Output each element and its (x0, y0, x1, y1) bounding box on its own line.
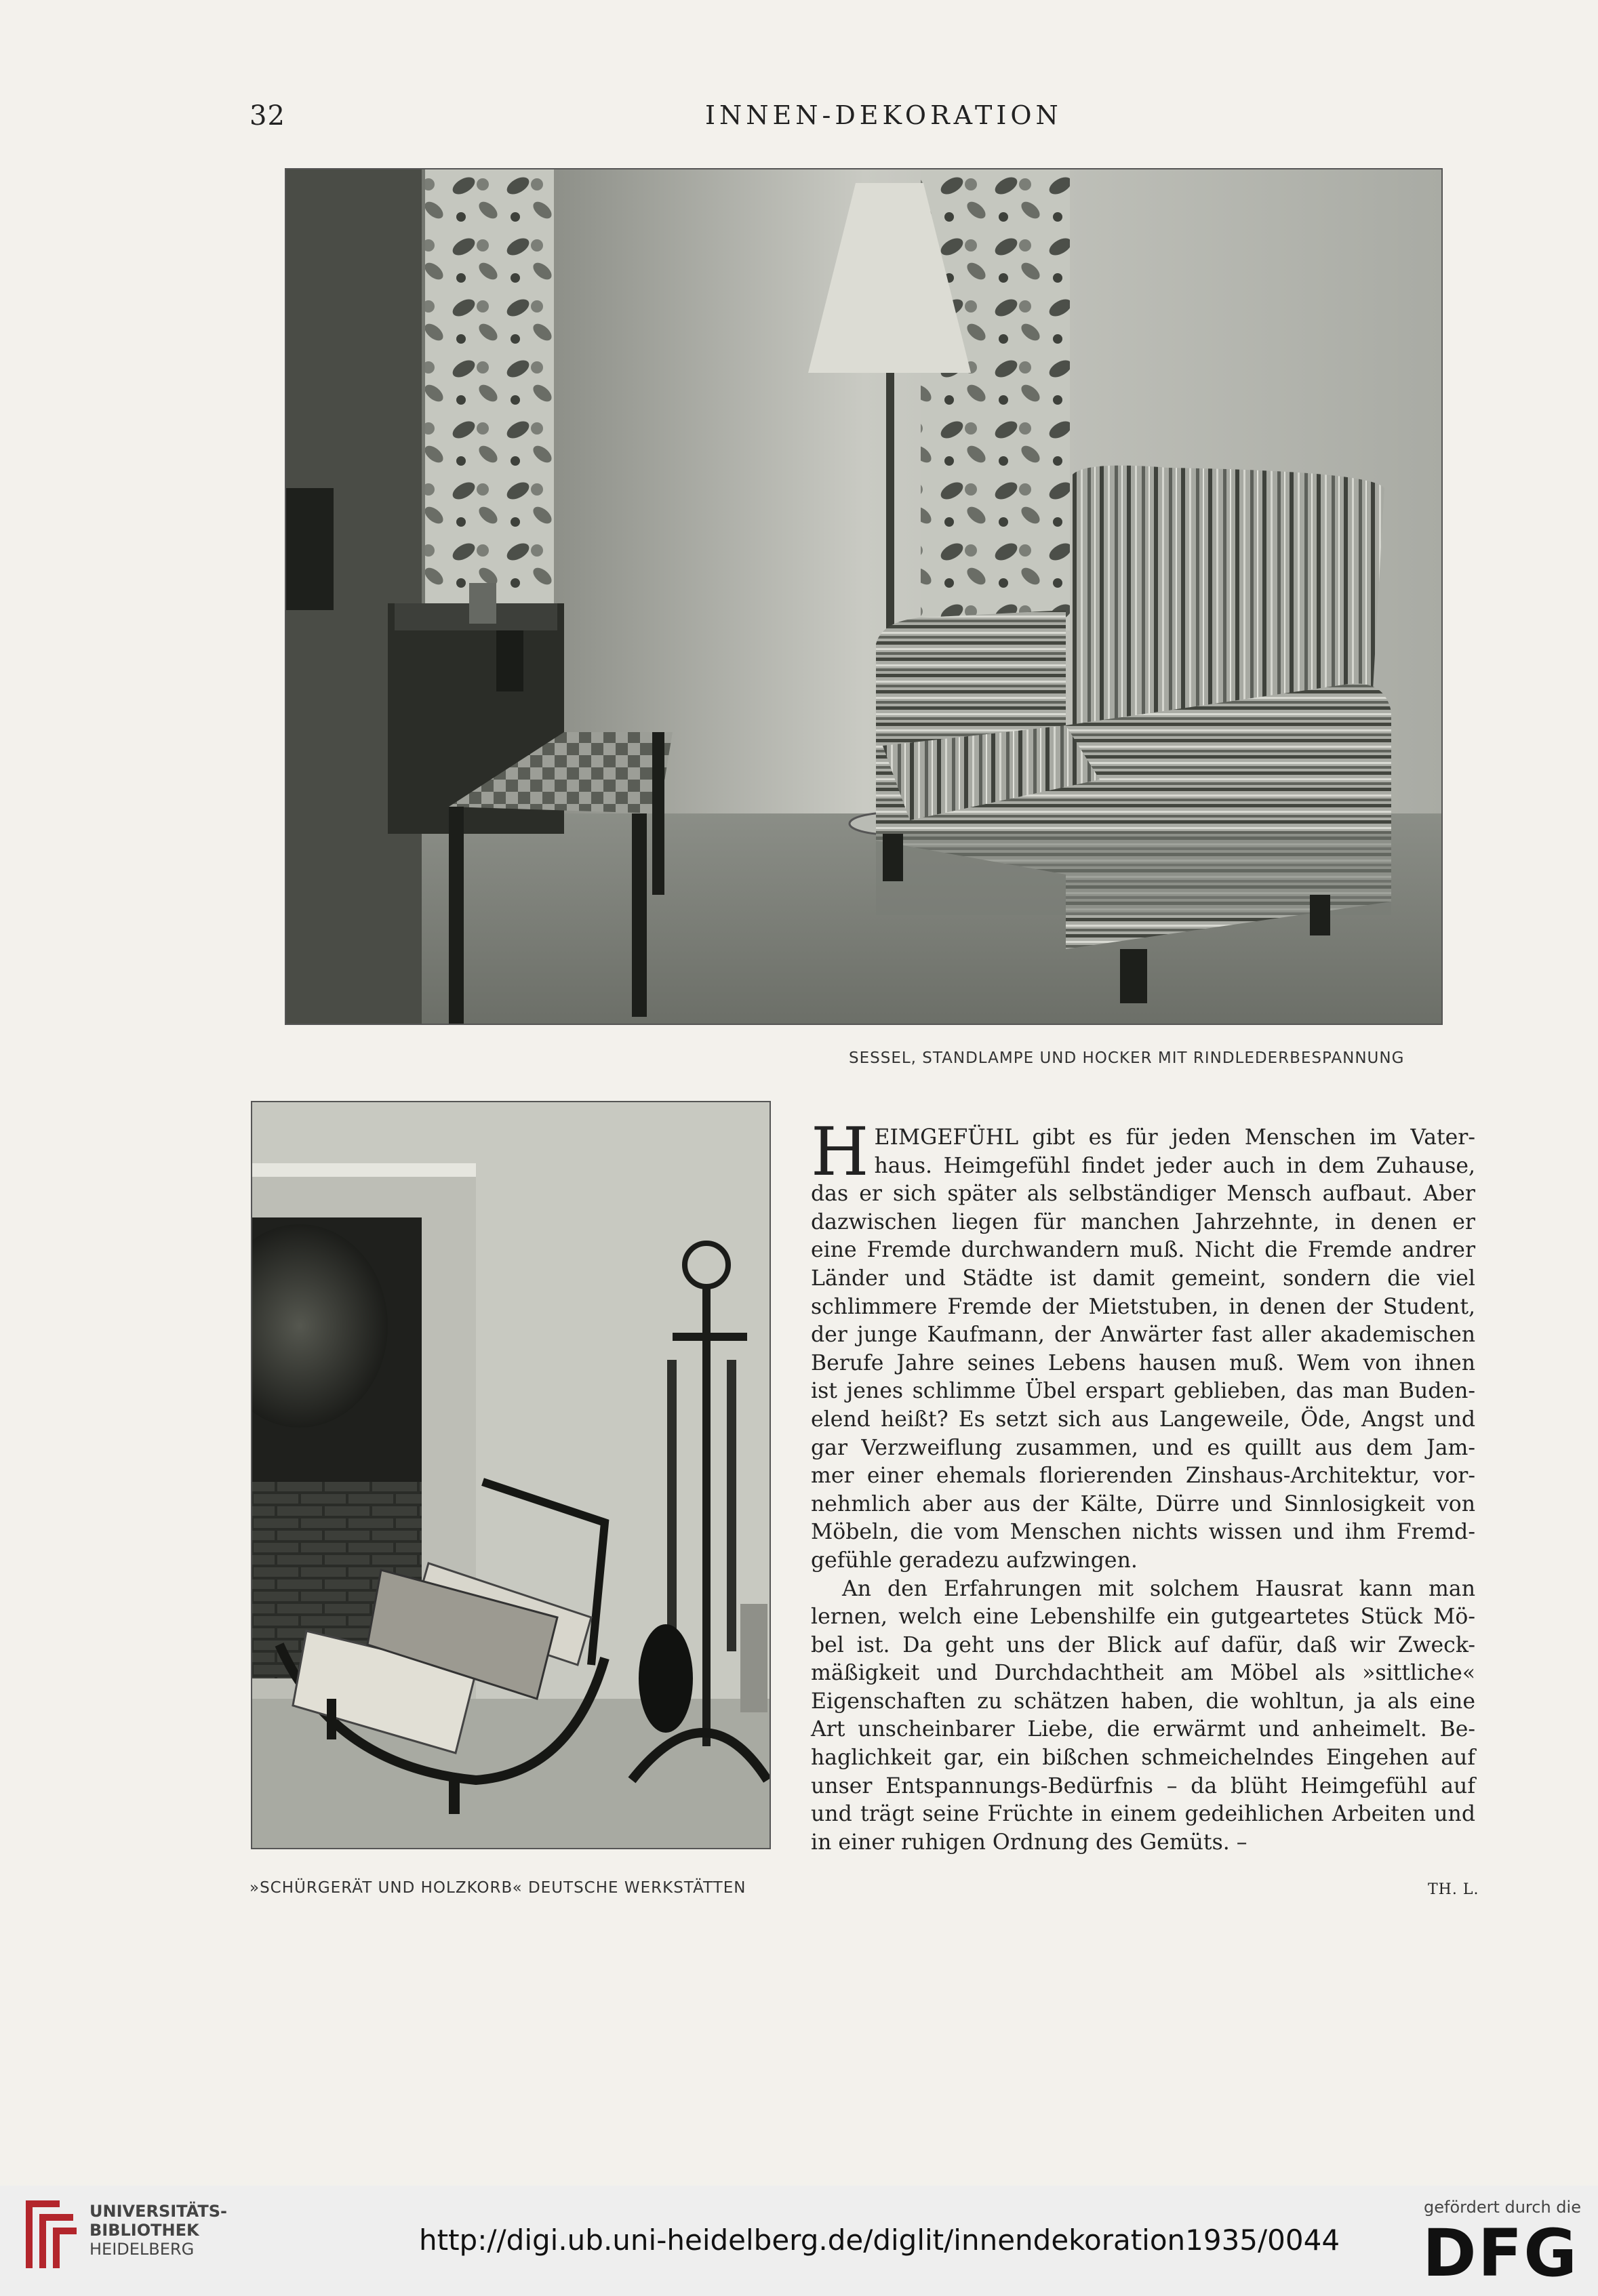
article-line: dazwischen liegen für manchen Jahrzehnte, in denen er (811, 1209, 1475, 1234)
article-line: EIMGEFÜHL gibt es für jeden Menschen im Vater- (874, 1125, 1475, 1150)
top-photo-caption: SESSEL, STANDLAMPE UND HOCKER MIT RINDLEDERBESPANNUNG (849, 1049, 1405, 1067)
library-name (89, 2202, 227, 2259)
article-line: gar Verzweiflung zusammen, und es quillt aus dem Jam- (811, 1435, 1475, 1460)
article-line: gefühle geradezu aufzwingen. (811, 1548, 1138, 1573)
photo-fireplace-tools (251, 1101, 771, 1849)
article-line: Berufe Jahre seines Lebens hausen muß. Wem von ihnen (811, 1350, 1475, 1375)
article-line: und trägt seine Früchte in einem gedeihlichen Arbeiten und (811, 1802, 1475, 1827)
article-line: haus. Heimgefühl findet jeder auch in dem Zuhause, (874, 1153, 1475, 1178)
article-body (811, 1114, 1475, 1857)
dfg-logo: DFG (1422, 2215, 1579, 2291)
article-line: in einer ruhigen Ordnung des Gemüts. – (811, 1830, 1247, 1855)
library-line: UNIVERSITÄTS- (89, 2202, 228, 2221)
library-line: HEIDELBERG (89, 2240, 195, 2259)
article-line: Möbeln, die vom Menschen nichts wissen und ihm Fremd- (811, 1520, 1475, 1545)
university-library-logo (19, 2194, 80, 2275)
article-line: Länder und Städte ist damit gemeint, sondern die viel (811, 1266, 1475, 1291)
photo-armchair-lamp-stool (285, 168, 1443, 1025)
article-line: mäßigkeit und Durchdachtheit am Möbel als »sittliche« (811, 1661, 1475, 1686)
article-line: mer einer ehemals florierenden Zinshaus-Architektur, vor- (811, 1464, 1475, 1489)
drop-cap: H (811, 1114, 869, 1191)
article-line: unser Entspannungs-Bedürfnis – da blüht Heimgefühl auf (811, 1773, 1475, 1798)
article-line: elend heißt? Es setzt sich aus Langeweile, Öde, Angst und (811, 1407, 1475, 1432)
page-number: 32 (249, 100, 285, 132)
library-line: BIBLIOTHEK (89, 2221, 199, 2240)
article-line: Art unscheinbarer Liebe, die erwärmt und anheimelt. Be- (811, 1717, 1475, 1742)
article-line: bel ist. Da geht uns der Blick auf dafür, daß wir Zweck- (811, 1632, 1475, 1657)
funded-by-label: gefördert durch die (1424, 2198, 1581, 2217)
permalink-url[interactable]: http://digi.ub.uni-heidelberg.de/diglit/innendekoration1935/0044 (419, 2223, 1340, 2257)
article-line: schlimmere Fremde der Mietstuben, in denen der Student, (811, 1294, 1475, 1319)
bottom-photo-caption: »SCHÜRGERÄT UND HOLZKORB« DEUTSCHE WERKSTÄTTEN (249, 1879, 746, 1897)
article-line: der junge Kaufmann, der Anwärter fast aller akademischen (811, 1323, 1475, 1348)
article-line: lernen, welch eine Lebenshilfe ein gutgeartetes Stück Mö- (811, 1605, 1475, 1630)
author-signature: TH. L. (1428, 1881, 1479, 1898)
footer-bar (0, 2186, 1598, 2296)
article-line: eine Fremde durchwandern muß. Nicht die Fremde andrer (811, 1238, 1475, 1263)
article-line: nehmlich aber aus der Kälte, Dürre und Sinnlosigkeit von (811, 1491, 1475, 1516)
article-line: haglichkeit gar, ein bißchen schmeichelndes Eingehen auf (811, 1746, 1475, 1771)
running-head: INNEN-DEKORATION (705, 100, 1062, 130)
article-line: ist jenes schlimme Übel erspart geblieben, das man Buden- (811, 1379, 1475, 1404)
article-line: das er sich später als selbständiger Mensch aufbaut. Aber (811, 1182, 1475, 1207)
article-line: An den Erfahrungen mit solchem Hausrat kann man (842, 1576, 1475, 1601)
article-line: Eigenschaften zu schätzen haben, die wohltun, ja als eine (811, 1689, 1475, 1714)
